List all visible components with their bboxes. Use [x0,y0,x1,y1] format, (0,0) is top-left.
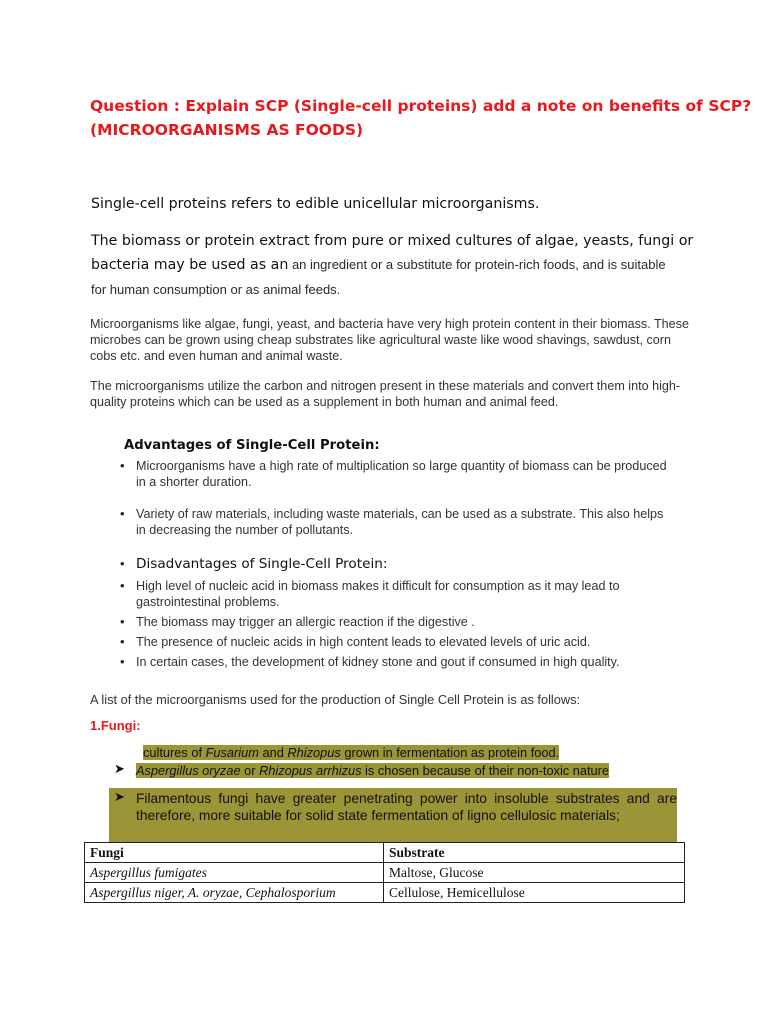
table-header-fungi: Fungi [85,843,384,863]
table-cell: Aspergillus fumigates [85,863,384,883]
list-item: • Microorganisms have a high rate of multiplication so large quantity of biomass can be produced in a shorter duration. [116,458,676,490]
biomass-line-2-large: bacteria may be used as an [91,257,289,273]
table-cell: Aspergillus niger, A. oryzae, Cephalosporium [85,883,384,903]
cultures-highlight [143,745,559,760]
filamentous-fungi-note: Filamentous fungi have greater penetrating power into insoluble substrates and are therefore, more suitable for solid state fermentation of ligno cellulosic materials; [136,791,677,823]
paragraph-microorganisms: Microorganisms like algae, fungi, yeast, and bacteria have very high protein content in their biomass. These microbes can be grown using cheap substrates like agricultural waste like wood shavings, sawdust, corn cobs etc. and even human and animal waste. [90,317,689,363]
paragraph-conversion: The microorganisms utilize the carbon and nitrogen present in these materials and convert them into high-quality proteins which can be used as a supplement in both human and animal feed. [90,379,681,409]
cultures-line [143,745,559,760]
definition-text: Single-cell proteins refers to edible unicellular microorganisms. [91,196,540,212]
table-header-substrate: Substrate [384,843,685,863]
list-item: • High level of nucleic acid in biomass makes it difficult for consumption as it may lead to gastrointestinal problems. [116,578,676,610]
cultures-text-and: and [258,745,288,760]
microorganism-list-intro: A list of the microorganisms used for the production of Single Cell Protein is as follows: [90,692,581,707]
biomass-line-3: for human consumption or as animal feeds. [91,282,341,297]
table-header-row [85,843,685,863]
rhizopus-arrhizus-term: Rhizopus arrhizus [259,763,362,778]
biomass-line-2-small: an ingredient or a substitute for protein-rich foods, and is suitable [288,257,666,272]
question-heading-line1: Question : Explain SCP (Single-cell proteins) add a note on benefits of SCP? [90,97,752,115]
disadvantages-list [116,578,676,670]
advantages-heading: Advantages of Single-Cell Protein: [124,438,380,453]
arrowhead-bullet-icon: ➤ [114,790,125,805]
table-row [85,883,685,903]
biomass-line-2 [91,256,666,274]
list-item: • Variety of raw materials, including waste materials, can be used as a substrate. This also helps in decreasing the number of pollutants. [116,506,676,538]
fusarium-term: Fusarium [205,745,259,760]
list-item: • In certain cases, the development of kidney stone and gout if consumed in high quality. [116,654,676,670]
fungi-substrate-table [84,842,685,903]
disadvantages-heading-row [116,556,676,572]
list-item [116,556,676,572]
aspergillus-oryzae-term: Aspergillus oryzae [136,763,241,778]
disadvantages-heading: Disadvantages of Single-Cell Protein: [136,556,388,572]
arrowhead-bullet-icon: ➤ [114,762,125,777]
advantages-list [116,458,676,538]
list-item: • The biomass may trigger an allergic reaction if the digestive . [116,614,676,630]
rhizopus-term: Rhizopus [287,745,341,760]
aspergillus-tail-text: is chosen because of their non-toxic nature [361,763,610,778]
question-heading-line2: (MICROORGANISMS AS FOODS) [90,121,364,139]
fungi-heading: 1.Fungi: [90,718,141,733]
table-row [85,863,685,883]
list-item: • The presence of nucleic acids in high content leads to elevated levels of uric acid. [116,634,676,650]
cultures-text-b: grown in fermentation as protein food. [340,745,560,760]
aspergillus-highlight [136,763,609,778]
table-cell: Maltose, Glucose [384,863,685,883]
table-cell: Cellulose, Hemicellulose [384,883,685,903]
cultures-text-a: cultures of [143,745,206,760]
or-text: or [240,763,260,778]
biomass-line-1: The biomass or protein extract from pure or mixed cultures of algae, yeasts, fungi or [91,233,694,249]
aspergillus-line [136,763,609,778]
